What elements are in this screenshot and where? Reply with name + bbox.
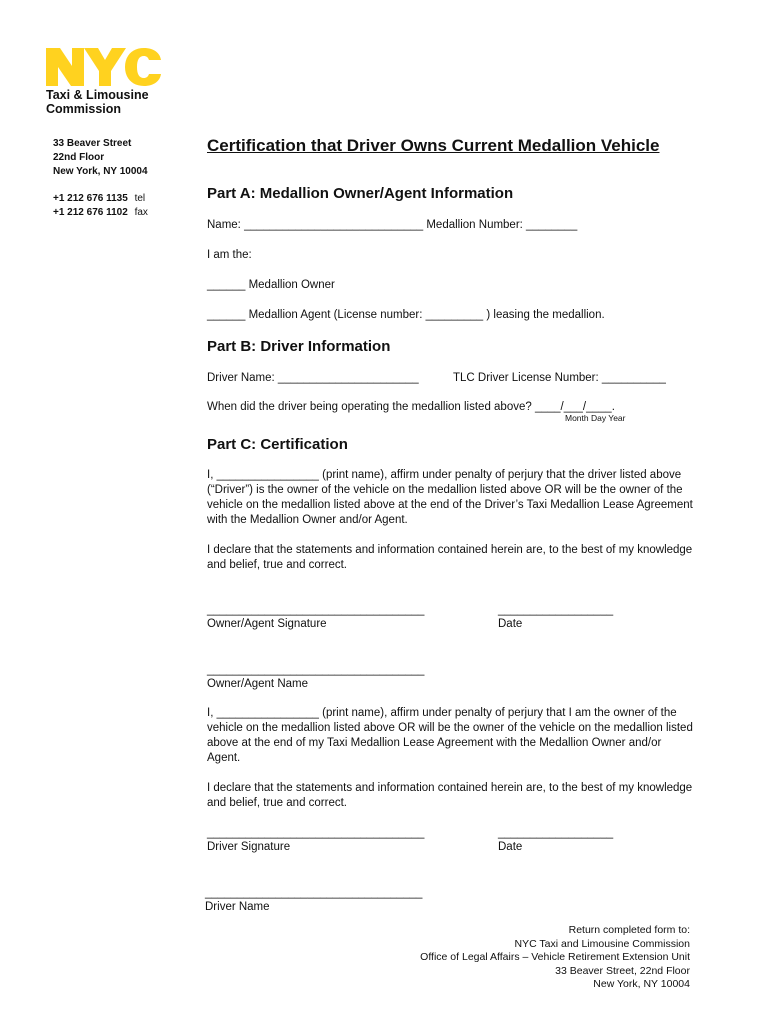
i-am-label: I am the:	[207, 249, 252, 261]
return-line-4: 33 Beaver Street, 22nd Floor	[555, 964, 690, 977]
part-a-heading: Part A: Medallion Owner/Agent Information	[207, 185, 514, 202]
medallion-agent-option[interactable]: ______ Medallion Agent (License number: _________ ) leasing the medallion.	[207, 309, 605, 321]
driver-declaration-text: I declare that the statements and information contained herein are, to the best of my knowledge and belief, true and correct.	[207, 782, 693, 809]
return-line-5: New York, NY 10004	[593, 978, 690, 990]
return-line-3: Office of Legal Affairs – Vehicle Retirement Extension Unit	[420, 951, 690, 963]
phone-tel	[53, 192, 145, 206]
address-floor: 22nd Floor	[53, 152, 105, 163]
operating-date-field[interactable]: When did the driver being operating the medallion listed above? ____/___/____.	[207, 401, 615, 413]
owner-date-label: Date	[498, 618, 523, 630]
driver-name-field[interactable]: Driver Name: ______________________	[207, 372, 419, 384]
driver-signature-label: Driver Signature	[207, 841, 291, 853]
medallion-owner-option[interactable]: ______ Medallion Owner	[207, 279, 335, 291]
return-line-1: Return completed form to:	[568, 924, 690, 936]
address-city: New York, NY 10004	[53, 166, 148, 177]
address-street: 33 Beaver Street	[53, 138, 132, 149]
owner-signature-label: Owner/Agent Signature	[207, 618, 327, 630]
driver-date-label: Date	[498, 841, 523, 853]
tel-number: +1 212 676 1135	[53, 193, 128, 204]
logo-line-2: Commission	[46, 102, 122, 116]
nyc-logo-mark	[44, 44, 162, 88]
owner-name-and-medallion-field[interactable]: Name: ____________________________ Medallion Number: ________	[207, 219, 578, 231]
phone-fax	[53, 206, 148, 220]
part-c-heading: Part C: Certification	[207, 436, 348, 453]
page-title: Certification that Driver Owns Current Medallion Vehicle	[207, 136, 660, 155]
return-line-2: NYC Taxi and Limousine Commission	[514, 937, 690, 950]
owner-name-line[interactable]: __________________________________	[207, 664, 425, 676]
driver-affirmation-text: I, ________________ (print name), affirm under penalty of perjury that I am the owner of the vehicle on the medallion listed above OR will be the owner of the vehicle on the medallion listed above at the end of my Taxi Medallion Lease Agreement with the Medallion Owner and/or Agent.	[207, 707, 693, 764]
driver-name-line[interactable]: __________________________________	[205, 887, 423, 899]
nyc-tlc-logo	[44, 44, 164, 116]
fax-number: +1 212 676 1102	[53, 207, 128, 218]
date-format-hint: Month Day Year	[565, 413, 626, 423]
tel-label: tel	[134, 193, 146, 204]
tlc-license-field[interactable]: TLC Driver License Number: __________	[453, 372, 666, 384]
driver-name-label: Driver Name	[205, 901, 270, 913]
driver-date-line[interactable]: __________________	[498, 827, 614, 839]
owner-declaration-text: I declare that the statements and information contained herein are, to the best of my knowledge and belief, true and correct.	[207, 544, 693, 571]
owner-date-line[interactable]: __________________	[498, 604, 614, 616]
owner-name-label: Owner/Agent Name	[207, 678, 308, 690]
fax-label: fax	[134, 207, 148, 218]
owner-signature-line[interactable]: __________________________________	[207, 604, 425, 616]
logo-line-1: Taxi & Limousine	[46, 88, 149, 102]
part-b-heading: Part B: Driver Information	[207, 338, 391, 355]
driver-signature-line[interactable]: __________________________________	[207, 827, 425, 839]
owner-affirmation-text: I, ________________ (print name), affirm under penalty of perjury that the driver listed above (“Driver”) is the owner of the vehicle on the medallion listed above OR will be the owner of the vehicle on the medallion listed above at the end of the Driver’s Taxi Medallion Lease Agreement with the Medallion Owner and/or Agent.	[207, 469, 693, 526]
